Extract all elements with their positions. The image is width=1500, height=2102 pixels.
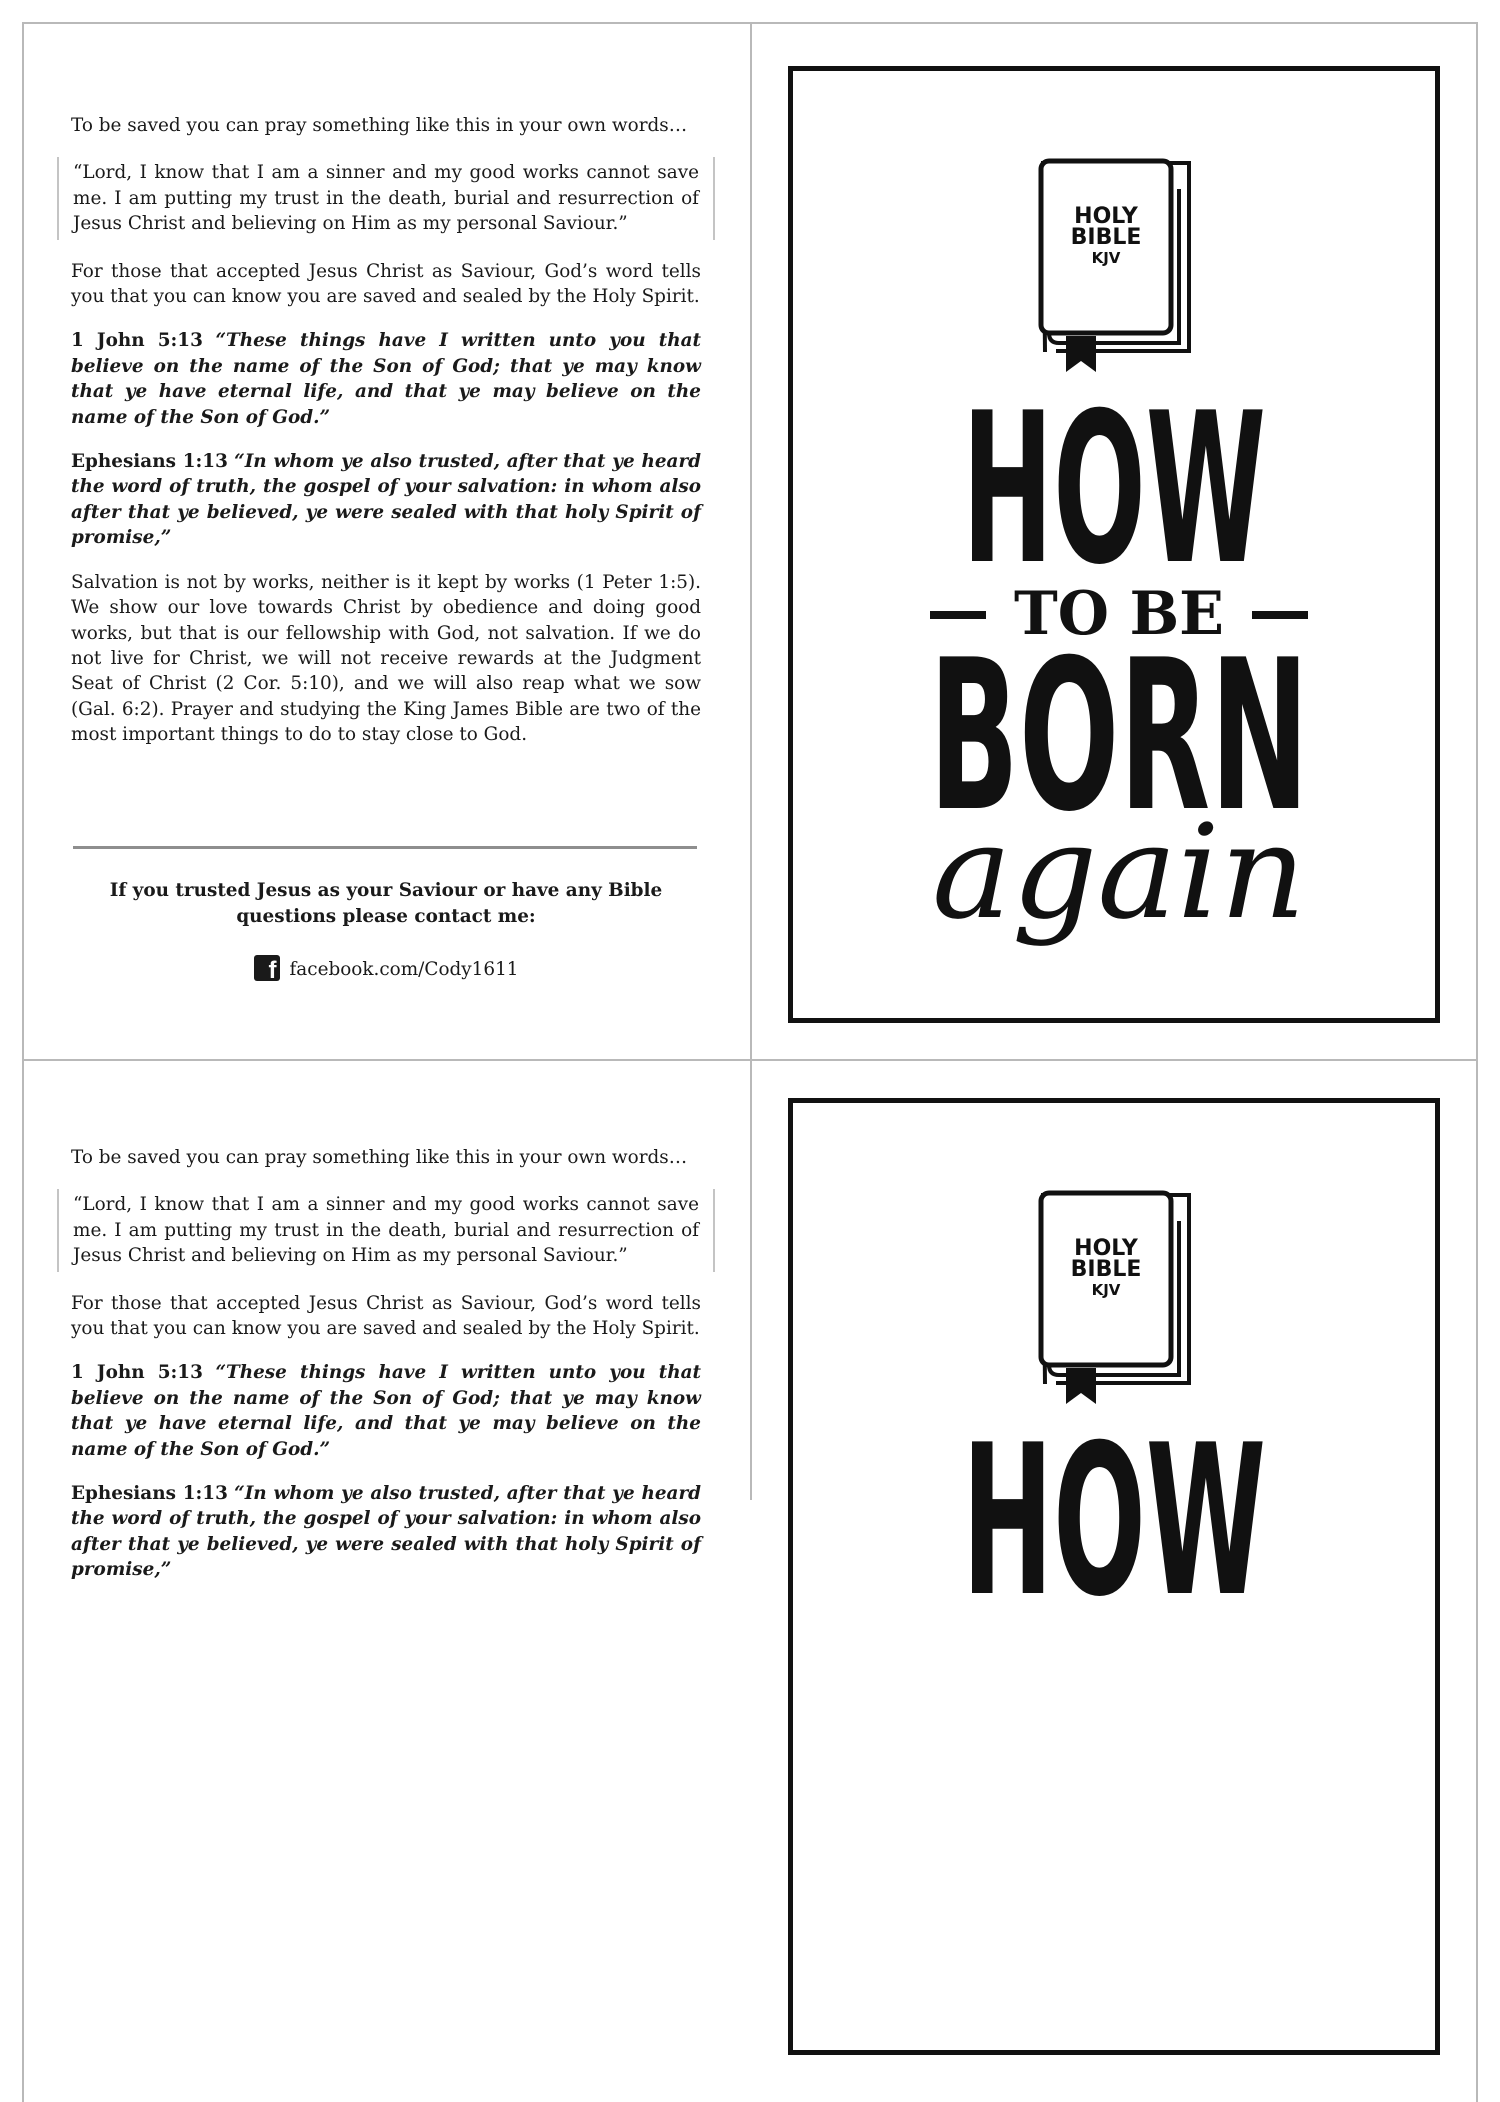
book-line-3: KJV (1091, 249, 1121, 267)
verse-1john (71, 1360, 701, 1462)
contact-heading: If you trusted Jesus as your Saviour or have any Bible questions please contact me: (109, 880, 663, 927)
verse-text: “In whom ye also trusted, after that ye heard the word of truth, the gospel of your salvation: in whom also after that ye believed, ye were sealed with that holy Spirit of promise,” (71, 1483, 702, 1581)
prayer-quote: “Lord, I know that I am a sinner and my good works cannot save me. I am putting my trust in the death, burial and resurrection of Jesus Christ and believing on Him as my personal Saviour.” (57, 157, 715, 239)
tract-text-panel-bottom (71, 1145, 701, 1602)
intro-text: To be saved you can pray something like this in your own words… (71, 1147, 688, 1168)
bible-book-icon (1041, 161, 1189, 372)
verse-ephesians (71, 449, 701, 551)
book-line-1: HOLY (1074, 1236, 1138, 1261)
assurance-text: For those that accepted Jesus Christ as Saviour, God’s word tells you that you can know you are saved and sealed by the Holy Spirit. (71, 1292, 701, 1340)
title-how: HOW (962, 1401, 1266, 1643)
cover-panel-bottom (788, 1098, 1440, 2055)
verse-ephesians (71, 1481, 701, 1583)
works-text: Salvation is not by works, neither is it kept by works (1 Peter 1:5). We show our love towards Christ by obedience and doing good works, but that is our fellowship with God, not salvation. If we do not live for Christ, we will not receive rewards at the Judgment Seat of Christ (2 Cor. 5:10), and we will also reap what we sow (Gal. 6:2). Prayer and studying the King James Bible are two of the most important things to do to stay close to God. (71, 571, 701, 746)
verse-reference: Ephesians 1:13 (71, 451, 228, 473)
verse-1john (71, 328, 701, 430)
cover-panel-top (788, 66, 1440, 1023)
bible-book-icon (1041, 1193, 1189, 1404)
contact-divider (73, 846, 697, 849)
assurance-text: For those that accepted Jesus Christ as Saviour, God’s word tells you that you can know you are saved and sealed by the Holy Spirit. (71, 260, 701, 308)
verse-text: “These things have I written unto you that believe on the name of the Son of God; that ye may know that ye have eternal life, and that ye may believe on the name of the Son of God.” (71, 330, 701, 428)
book-line-3: KJV (1091, 1281, 1121, 1299)
intro-text: To be saved you can pray something like this in your own words… (71, 115, 688, 136)
cover-artwork (793, 1103, 1435, 2050)
cover-artwork (793, 71, 1435, 1018)
book-line-2: BIBLE (1070, 1257, 1142, 1282)
book-line-2: BIBLE (1070, 225, 1142, 250)
title-to-be: TO BE (1014, 579, 1224, 649)
verse-reference: 1 John 5:13 (71, 330, 203, 352)
title-again: again (932, 796, 1306, 948)
facebook-link[interactable]: facebook.com/Cody1611 (289, 959, 519, 980)
horizontal-cut-line (22, 1059, 1478, 1061)
facebook-icon (254, 955, 280, 981)
tract-text-panel-top (71, 113, 701, 748)
verse-reference: 1 John 5:13 (71, 1362, 203, 1384)
vertical-cut-line (750, 22, 752, 1500)
prayer-quote: “Lord, I know that I am a sinner and my good works cannot save me. I am putting my trust in the death, burial and resurrection of Jesus Christ and believing on Him as my personal Saviour.” (57, 1189, 715, 1271)
title-born: BORN (929, 616, 1309, 858)
contact-link-row[interactable] (71, 956, 701, 984)
verse-text: “In whom ye also trusted, after that ye heard the word of truth, the gospel of your salvation: in whom also after that ye believed, ye were sealed with that holy Spirit of promise,” (71, 451, 702, 549)
book-line-1: HOLY (1074, 204, 1138, 229)
title-how: HOW (962, 369, 1266, 611)
verse-text: “These things have I written unto you that believe on the name of the Son of God; that ye may know that ye have eternal life, and that ye may believe on the name of the Son of God.” (71, 1362, 701, 1460)
verse-reference: Ephesians 1:13 (71, 1483, 228, 1505)
